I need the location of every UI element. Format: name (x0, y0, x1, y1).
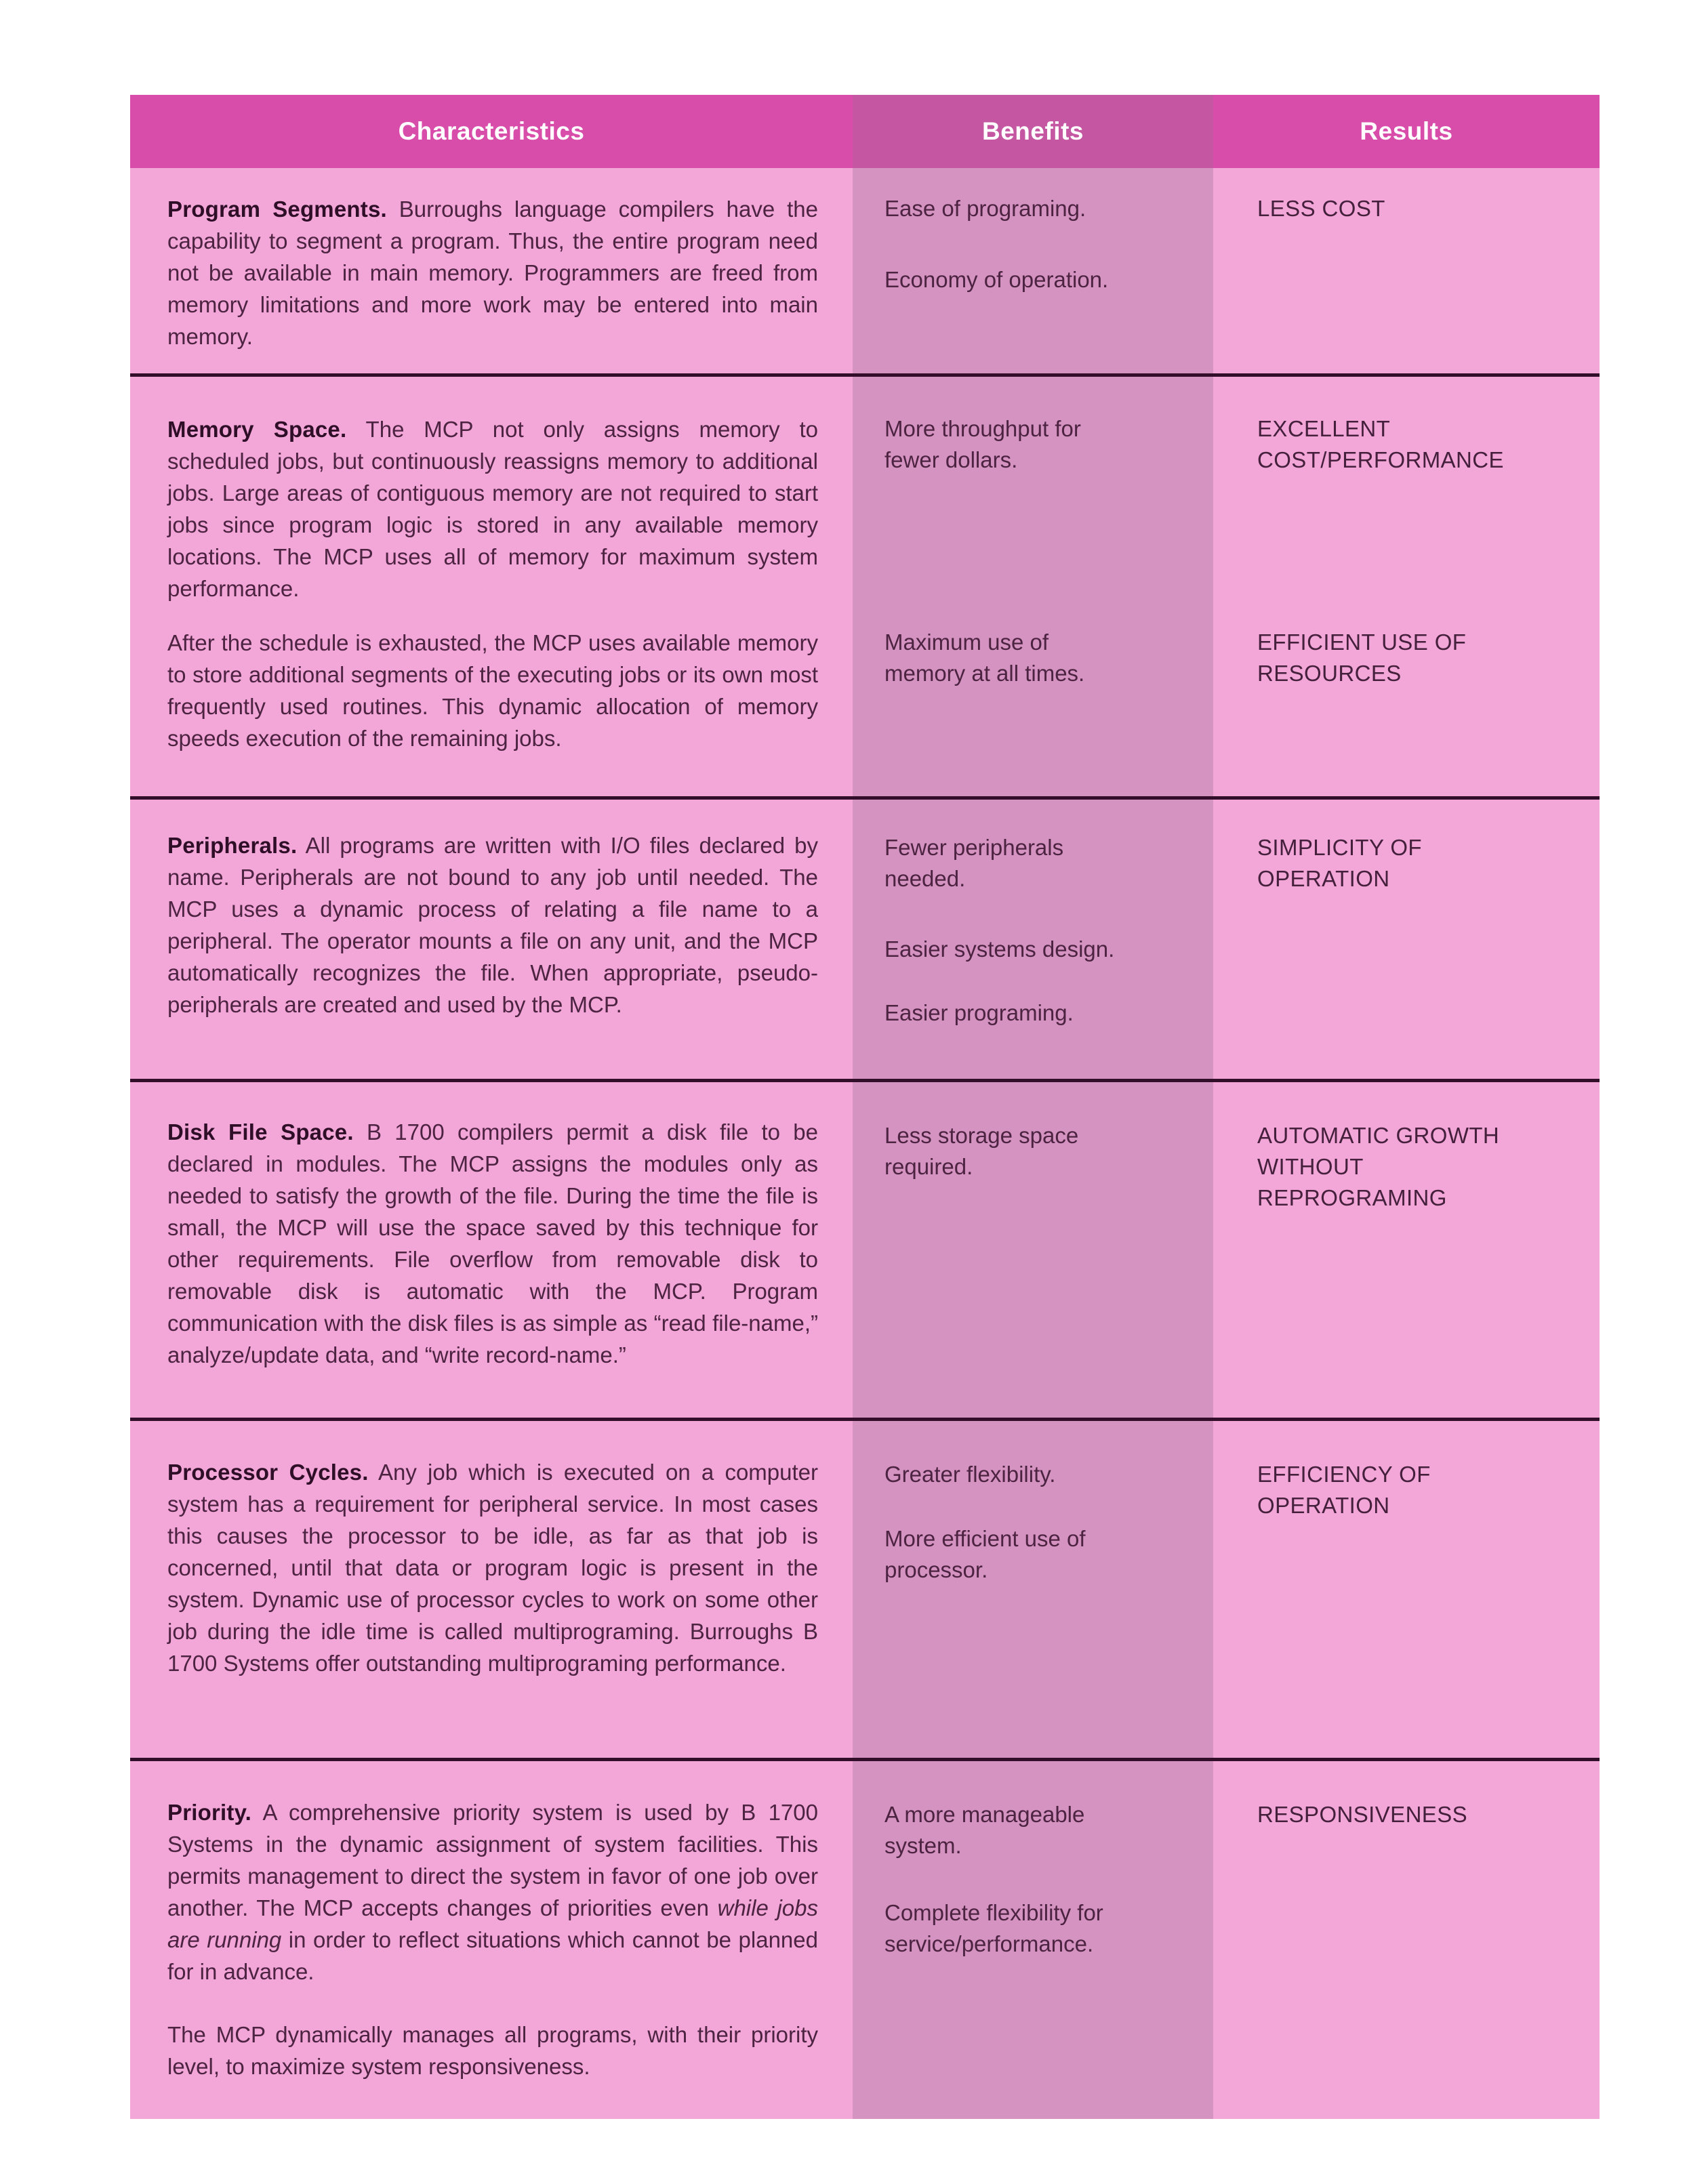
table-row-priority (130, 1761, 1600, 2119)
result-item: LESS COST (1257, 196, 1385, 221)
results-cell (1213, 168, 1600, 373)
result-item: EFFICIENT USE OF RESOURCES (1257, 630, 1467, 686)
characteristics-cell (130, 1421, 853, 1758)
lead-in: Priority. (167, 1800, 252, 1825)
body-text: The MCP not only assigns memory to scheduled jobs, but continuously reassigns memory to additional jobs. Large areas of contiguous memory are not required to start jobs since program logic is stored in any available memory locations. The MCP uses all of memory for maximum system performance. (167, 417, 818, 601)
table-row-memory-space (130, 377, 1600, 800)
lead-in: Program Segments. (167, 197, 387, 222)
table-row-processor-cycles (130, 1421, 1600, 1761)
results-cell (1213, 1761, 1600, 2119)
benefit-item: A more manageable system. (884, 1802, 1085, 1858)
results-cell (1213, 377, 1600, 796)
body-text: The MCP dynamically manages all programs, with their priority level, to maximize system responsiveness. (167, 2022, 818, 2079)
paragraph (167, 627, 818, 754)
table-header-row (130, 95, 1600, 168)
benefits-cell (853, 377, 1213, 796)
benefits-cell (853, 168, 1213, 373)
lead-in: Peripherals. (167, 833, 298, 858)
characteristics-cell (130, 800, 853, 1079)
body-text: After the schedule is exhausted, the MCP uses available memory to store additional segments of the executing jobs or its own most frequently used routines. This dynamic allocation of memory speeds execution of the remaining jobs. (167, 630, 818, 751)
benefit-item: Easier systems design. (884, 936, 1115, 962)
results-cell (1213, 1421, 1600, 1758)
table-row-program-segments (130, 168, 1600, 377)
benefit-item: Greater flexibility. (884, 1462, 1056, 1487)
table-row-disk-file-space (130, 1082, 1600, 1421)
paragraph (167, 2019, 818, 2082)
benefit-item: Complete flexibility for service/performance. (884, 1900, 1103, 1956)
results-cell (1213, 1082, 1600, 1418)
result-item: SIMPLICITY OF OPERATION (1257, 835, 1422, 891)
result-item: EXCELLENT COST/PERFORMANCE (1257, 416, 1504, 472)
body-text: A comprehensive priority system is used by B 1700 Systems in the dynamic assignment of system facilities. This permits management to direct the system in favor of one job over another. The MCP accepts changes of priorities even (167, 1800, 818, 1920)
body-text: Any job which is executed on a computer system has a requirement for peripheral service. In most cases this causes the processor to be idle, as far as that job is concerned, until that data or program logic is present in the system. Dynamic use of processor cycles to work on some other job during the idle time is called multiprograming. Burroughs B 1700 Systems offer outstanding multiprograming performance. (167, 1460, 818, 1676)
benefits-cell (853, 1082, 1213, 1418)
benefit-item: Easier programing. (884, 1000, 1074, 1025)
italic-text: while jobs are running (167, 1895, 818, 1952)
benefit-item: Economy of operation. (884, 267, 1109, 292)
characteristics-cell (130, 168, 853, 373)
benefits-cell (853, 1421, 1213, 1758)
benefit-item: Maximum use of memory at all times. (884, 630, 1085, 686)
paragraph (167, 193, 818, 352)
benefit-item: More throughput for fewer dollars. (884, 416, 1081, 472)
characteristics-benefits-results-table (130, 95, 1600, 2119)
characteristics-cell (130, 377, 853, 796)
paragraph (167, 1116, 818, 1371)
column-header-characteristics: Characteristics (130, 95, 853, 168)
lead-in: Processor Cycles. (167, 1460, 369, 1485)
body-text: Burroughs language compilers have the capability to segment a program. Thus, the entire program need not be available in main memory. Programmers are freed from memory limitations and more work may be entered into main memory. (167, 197, 818, 349)
characteristics-cell (130, 1082, 853, 1418)
benefit-item: Less storage space required. (884, 1123, 1079, 1179)
body-text: All programs are written with I/O files declared by name. Peripherals are not bound to any job until needed. The MCP uses a dynamic process of relating a file name to a peripheral. The operator mounts a file on any unit, and the MCP automatically recognizes the file. When appropriate, pseudo-peripherals are created and used by the MCP. (167, 833, 818, 1017)
benefits-cell (853, 800, 1213, 1079)
paragraph (167, 413, 818, 604)
lead-in: Disk File Space. (167, 1119, 354, 1145)
benefit-item: Ease of programing. (884, 196, 1086, 221)
paragraph (167, 1796, 818, 1987)
table-row-peripherals (130, 800, 1600, 1082)
body-text: B 1700 compilers permit a disk file to be declared in modules. The MCP assigns the modules only as needed to satisfy the growth of the file. During the time the file is small, the MCP will use the space saved by this technique for other requirements. File overflow from removable disk to removable disk is automatic with the MCP. Program communication with the disk files is as simple as “read file-name,” analyze/update data, and “write record-name.” (167, 1119, 818, 1367)
column-header-benefits: Benefits (853, 95, 1213, 168)
result-item: EFFICIENCY OF OPERATION (1257, 1462, 1431, 1518)
benefit-item: Fewer peripherals needed. (884, 835, 1064, 891)
results-cell (1213, 800, 1600, 1079)
lead-in: Memory Space. (167, 417, 347, 442)
benefit-item: More efficient use of processor. (884, 1526, 1086, 1582)
column-header-results: Results (1213, 95, 1600, 168)
characteristics-cell (130, 1761, 853, 2119)
body-text: in order to reflect situations which cannot be planned for in advance. (167, 1927, 818, 1984)
paragraph (167, 1456, 818, 1679)
paragraph (167, 829, 818, 1021)
benefits-cell (853, 1761, 1213, 2119)
result-item: RESPONSIVENESS (1257, 1802, 1468, 1827)
result-item: AUTOMATIC GROWTH WITHOUT REPROGRAMING (1257, 1123, 1500, 1210)
